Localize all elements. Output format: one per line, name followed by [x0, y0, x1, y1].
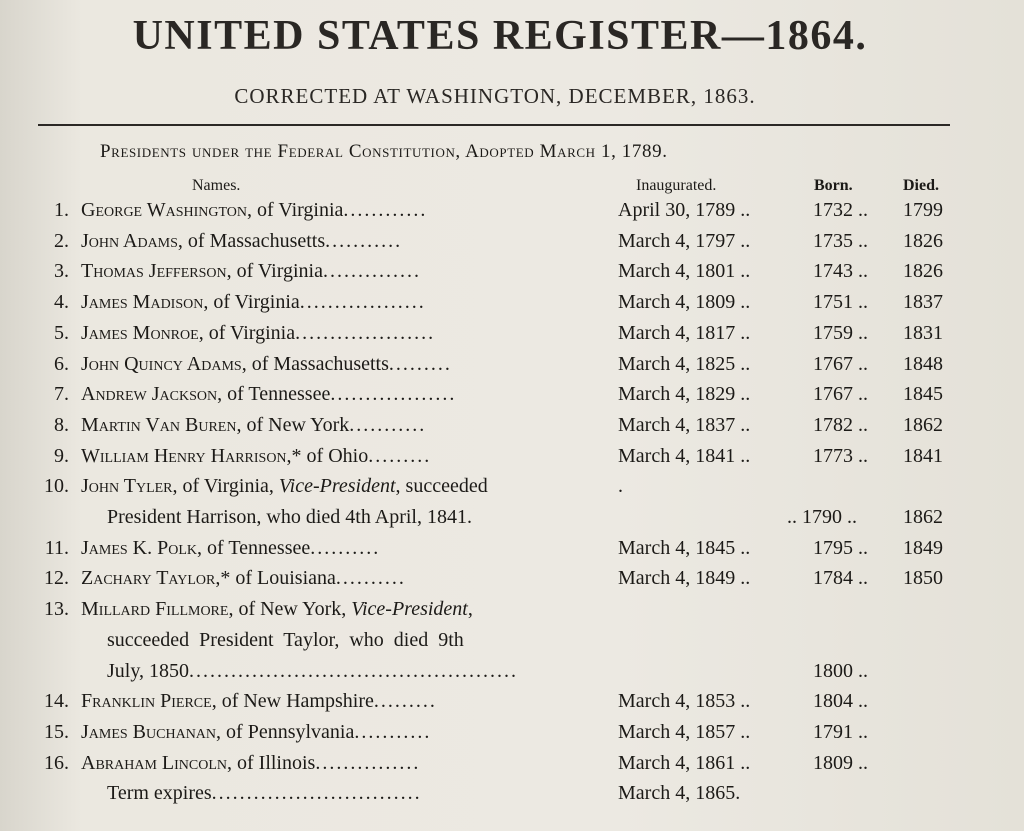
president-state: , of New York: [236, 413, 350, 436]
office-note-suffix: ,: [467, 598, 473, 621]
president-name: Martin Van Buren: [81, 413, 237, 436]
leader-dots: ...........: [354, 720, 432, 743]
died-year: 1826: [903, 229, 943, 252]
inaugurated-date: March 4, 1825 ..: [618, 352, 751, 375]
president-entry: [81, 322, 611, 345]
leader-dots: ............: [343, 199, 428, 221]
president-state: Term expires: [107, 782, 212, 805]
president-entry: [81, 445, 611, 468]
row-number: 3.: [54, 260, 69, 283]
died-year: 1849: [903, 536, 943, 559]
leader-dots: ..................: [299, 291, 426, 314]
president-state: , of Virginia: [203, 291, 300, 314]
table-row: [0, 598, 1024, 629]
leader-dots: ...........: [349, 413, 427, 436]
president-entry: [81, 260, 611, 283]
table-row: [0, 475, 1024, 506]
president-entry: [81, 475, 611, 498]
president-state: , of New Hampshire: [211, 690, 374, 713]
born-year: 1759 ..: [813, 321, 868, 344]
president-state: , of Virginia: [226, 260, 323, 283]
died-year: 1848: [903, 352, 943, 375]
inaugurated-date: April 30, 1789 ..: [618, 199, 751, 221]
column-header-born: Born.: [814, 177, 853, 194]
president-state: , of Virginia,: [172, 475, 279, 498]
table-row: [0, 445, 1024, 476]
table-row: [0, 567, 1024, 598]
table-row: [0, 322, 1024, 353]
president-name: John Adams: [81, 229, 178, 252]
president-state: , of Virginia: [247, 199, 344, 221]
president-entry: [81, 598, 611, 621]
died-year: 1831: [903, 321, 943, 344]
president-state: July, 1850: [107, 659, 190, 682]
row-number: 9.: [54, 444, 69, 467]
column-header-names: Names.: [192, 177, 241, 194]
died-year: 1845: [903, 383, 943, 406]
inaugurated-date: March 4, 1797 ..: [618, 229, 751, 252]
died-year: 1850: [903, 567, 943, 590]
born-year: 1791 ..: [813, 720, 868, 743]
died-year: 1841: [903, 444, 943, 467]
page-subtitle: CORRECTED AT WASHINGTON, DECEMBER, 1863.: [234, 84, 756, 108]
leader-dots: .........: [373, 690, 437, 713]
row-number: 15.: [44, 720, 69, 743]
table-row: [0, 230, 1024, 261]
table-row: [0, 629, 1024, 660]
president-state: , of Illinois: [227, 751, 316, 774]
table-row: [0, 506, 1024, 537]
president-entry: [107, 660, 637, 683]
leader-dots: .........: [388, 352, 452, 375]
born-year: 1732 ..: [813, 199, 868, 221]
inaugurated-date: March 4, 1809 ..: [618, 291, 751, 314]
section-heading: Presidents under the Federal Constitution, Adopted March 1, 1789.: [100, 141, 668, 162]
died-year: 1862: [903, 506, 943, 528]
row-number: 14.: [44, 690, 69, 713]
president-name: Andrew Jackson: [81, 383, 218, 406]
president-entry: [81, 752, 611, 775]
table-row: [0, 383, 1024, 414]
president-state: , of Tennessee: [217, 383, 331, 406]
column-header-died: Died.: [903, 177, 939, 194]
president-name: James Monroe: [81, 321, 199, 344]
born-year: 1735 ..: [813, 229, 868, 252]
president-state: , of Tennessee: [197, 536, 311, 559]
president-entry: [81, 414, 611, 437]
leader-dots: ..............................: [211, 782, 422, 805]
row-number: 8.: [54, 413, 69, 436]
president-name: John Quincy Adams: [81, 352, 242, 375]
inaugurated-date: .: [618, 475, 623, 498]
president-state: succeeded President Taylor, who died 9th: [107, 628, 464, 651]
president-name: Millard Fillmore: [81, 598, 229, 621]
inaugurated-date: March 4, 1817 ..: [618, 321, 751, 344]
inaugurated-date: March 4, 1845 ..: [618, 536, 751, 559]
president-name: James K. Polk: [81, 536, 198, 559]
table-row: [0, 752, 1024, 783]
president-state: ,* of Ohio: [286, 444, 369, 467]
row-number: 2.: [54, 229, 69, 252]
born-year: 1767 ..: [813, 383, 868, 406]
row-number: 5.: [54, 321, 69, 344]
leader-dots: ...............: [315, 751, 421, 774]
president-name: William Henry Harrison: [81, 444, 287, 467]
inaugurated-date: March 4, 1865.: [618, 782, 741, 805]
table-row: [0, 782, 1024, 813]
row-number: 13.: [44, 598, 69, 621]
president-name: James Madison: [81, 291, 204, 314]
leader-dots: .........: [368, 444, 432, 467]
born-year: 1795 ..: [813, 536, 868, 559]
office-note: Vice-President: [351, 598, 468, 621]
row-number: 12.: [44, 567, 69, 590]
row-number: 7.: [54, 383, 69, 406]
inaugurated-date: March 4, 1829 ..: [618, 383, 751, 406]
leader-dots: ..........: [310, 536, 381, 559]
president-name: Franklin Pierce: [81, 690, 212, 713]
born-year: 1773 ..: [813, 444, 868, 467]
row-number: 16.: [44, 751, 69, 774]
leader-dots: ...........: [325, 229, 403, 252]
president-entry: [81, 721, 611, 744]
president-state: , of Pennsylvania: [216, 720, 355, 743]
died-year: 1799: [903, 199, 943, 221]
president-name: James Buchanan: [81, 720, 217, 743]
president-name: Abraham Lincoln: [81, 751, 227, 774]
inaugurated-date: March 4, 1853 ..: [618, 690, 751, 713]
table-row: [0, 690, 1024, 721]
row-number: 4.: [54, 291, 69, 314]
president-name: Zachary Taylor: [81, 567, 216, 590]
president-entry: [81, 353, 611, 376]
president-state: , of Virginia: [198, 321, 296, 344]
office-note-suffix: , succeeded: [395, 475, 488, 498]
president-name: Thomas Jefferson: [81, 260, 227, 283]
table-row: [0, 660, 1024, 691]
inaugurated-date: March 4, 1837 ..: [618, 413, 751, 436]
died-year: 1826: [903, 260, 943, 283]
born-year: 1784 ..: [813, 567, 868, 590]
president-entry: [81, 567, 611, 590]
president-state: , of Massachusetts: [177, 229, 326, 252]
born-year: 1782 ..: [813, 413, 868, 436]
president-entry: [81, 291, 611, 314]
president-entry: [107, 629, 637, 652]
title-rule: [38, 124, 950, 126]
president-entry: [81, 537, 611, 560]
born-year: 1751 ..: [813, 291, 868, 314]
president-state: President Harrison, who died 4th April, 1841: [107, 506, 467, 528]
born-year: 1767 ..: [813, 352, 868, 375]
president-state: , of Massachusetts: [241, 352, 389, 375]
president-name: John Tyler: [81, 475, 173, 498]
inaugurated-date: March 4, 1801 ..: [618, 260, 751, 283]
leader-dots: .: [466, 506, 474, 528]
inaugurated-date: March 4, 1841 ..: [618, 444, 751, 467]
inaugurated-date: March 4, 1857 ..: [618, 720, 751, 743]
president-entry: [81, 199, 611, 222]
president-entry: [81, 383, 611, 406]
president-state: , of New York,: [228, 598, 352, 621]
born-year: .. 1790 ..: [787, 506, 857, 528]
president-entry: [107, 506, 637, 529]
born-year: 1809 ..: [813, 751, 868, 774]
row-number: 11.: [44, 536, 69, 559]
row-number: 1.: [54, 199, 69, 221]
died-year: 1837: [903, 291, 943, 314]
leader-dots: ..............: [322, 260, 421, 283]
leader-dots: ..................: [330, 383, 457, 406]
table-row: [0, 721, 1024, 752]
born-year: 1804 ..: [813, 690, 868, 713]
table-row: [0, 260, 1024, 291]
leader-dots: ..........: [335, 567, 406, 590]
leader-dots: ....................: [295, 321, 436, 344]
page-title: UNITED STATES REGISTER—1864.: [132, 13, 868, 59]
died-year: 1862: [903, 413, 943, 436]
column-header-inaugurated: Inaugurated.: [636, 177, 717, 194]
president-state: ,* of Louisiana: [215, 567, 336, 590]
table-row: [0, 353, 1024, 384]
president-entry: [107, 782, 637, 805]
table-row: [0, 414, 1024, 445]
row-number: 10.: [44, 475, 69, 498]
office-note: Vice-President: [278, 475, 396, 498]
row-number: 6.: [54, 352, 69, 375]
table-row: [0, 291, 1024, 322]
table-row: [0, 199, 1024, 230]
born-year: 1800 ..: [813, 659, 868, 682]
born-year: 1743 ..: [813, 260, 868, 283]
inaugurated-date: March 4, 1849 ..: [618, 567, 751, 590]
leader-dots: ...............................................: [189, 659, 519, 682]
president-entry: [81, 690, 611, 713]
inaugurated-date: March 4, 1861 ..: [618, 751, 751, 774]
president-entry: [81, 230, 611, 253]
table-row: [0, 537, 1024, 568]
president-name: George Washington: [81, 199, 248, 221]
